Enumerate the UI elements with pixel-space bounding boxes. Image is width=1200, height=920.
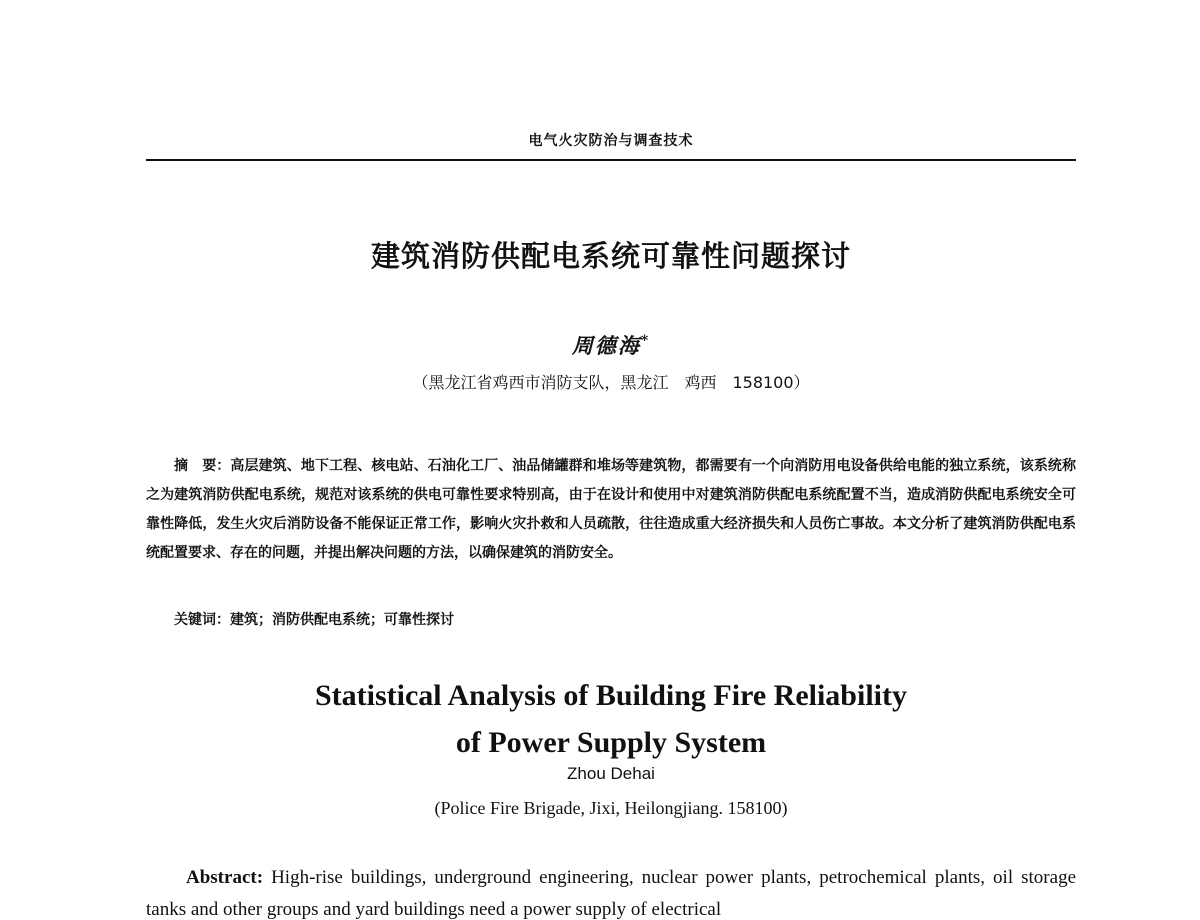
chinese-author-name: 周德海: [571, 333, 641, 358]
author-footnote-mark: *: [640, 333, 651, 349]
chinese-keywords: [146, 606, 1076, 635]
chinese-title: 建筑消防供配电系统可靠性问题探讨: [370, 239, 851, 273]
chinese-abstract: [146, 452, 1076, 568]
chinese-abstract-text: 高层建筑、地下工程、核电站、石油化工厂、油品储罐群和堆场等建筑物，都需要有一个向消防用电设备供给电能的独立系统，该系统称之为建筑消防供配电系统，规范对该系统的供电可靠性要求特别高，由于在设计和使用中对建筑消防供配电系统配置不当，造成消防供配电系统安全可靠性降低，发生火灾后消防设备不能保证正常工作，影响火灾扑救和人员疏散，往往造成重大经济损失和人员伤亡事故。本文分析了建筑消防供配电系统配置要求、存在的问题，并提出解决问题的方法，以确保建筑的消防安全。: [146, 458, 1077, 561]
english-author: Zhou Dehai: [567, 764, 655, 783]
header-rule: [146, 159, 1076, 161]
chinese-keywords-text: 建筑；消防供配电系统；可靠性探讨: [230, 612, 454, 628]
english-abstract: [146, 862, 1076, 920]
chinese-affiliation: （黑龙江省鸡西市消防支队，黑龙江 鸡西 158100）: [412, 373, 810, 392]
chinese-keywords-label: 关键词：: [174, 612, 230, 628]
english-affiliation: (Police Fire Brigade, Jixi, Heilongjiang. 158100): [434, 798, 788, 818]
chinese-author: [146, 330, 1076, 360]
english-abstract-label: Abstract:: [186, 867, 264, 888]
english-title-line-1: Statistical Analysis of Building Fire Reliability: [314, 679, 907, 712]
running-header: 电气火灾防治与调查技术: [528, 133, 694, 149]
english-title-line-2: of Power Supply System: [455, 726, 767, 759]
english-abstract-text: High-rise buildings, underground engineering, nuclear power plants, petrochemical plants, oil storage tanks and other groups and yard buildings need a power supply of electrical: [146, 867, 1076, 920]
english-title: [146, 672, 1076, 766]
chinese-abstract-label: 摘 要：: [174, 458, 231, 474]
